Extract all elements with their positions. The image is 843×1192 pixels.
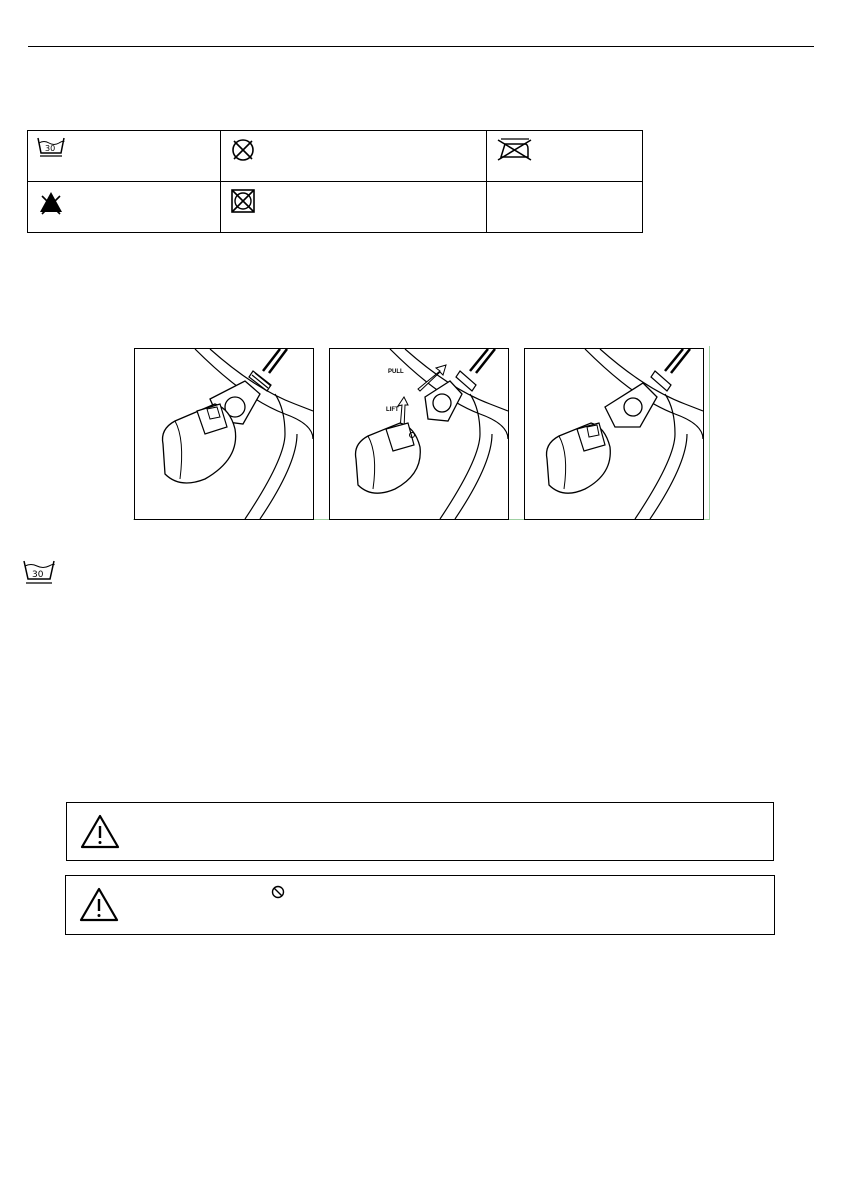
care-cell-tumble [221,182,487,233]
care-cell-wash [28,131,221,182]
care-cell-iron [487,131,643,182]
sensor-clip-separated-illustration [524,348,704,520]
wash-temp: 30 [32,570,44,580]
lift-label: LIFT [386,407,399,413]
care-cell-bleach [28,182,221,233]
wash-30-icon [36,135,66,159]
care-symbol-table [27,130,643,233]
sensor-clip-attached-illustration [134,348,314,520]
warning-triangle-icon [78,886,120,924]
sensor-illustrations [133,346,711,523]
care-cell-dryclean [221,131,487,182]
wash-temp: 30 [45,144,56,153]
sensor-clip-detach-illustration [329,348,509,520]
warning-triangle-icon [79,813,121,851]
wash-30-icon [22,558,56,588]
care-row [28,182,643,233]
do-not-iron-icon [495,135,535,163]
pull-label: PULL [388,369,404,375]
do-not-bleach-icon [36,186,66,216]
warning-box [65,875,775,935]
prohibited-icon [271,885,285,899]
care-cell-empty [487,182,643,233]
do-not-tumble-dry-icon [229,186,259,216]
care-row [28,131,643,182]
do-not-dryclean-icon [229,135,259,165]
header-rule [28,46,814,47]
warning-box [66,802,774,861]
